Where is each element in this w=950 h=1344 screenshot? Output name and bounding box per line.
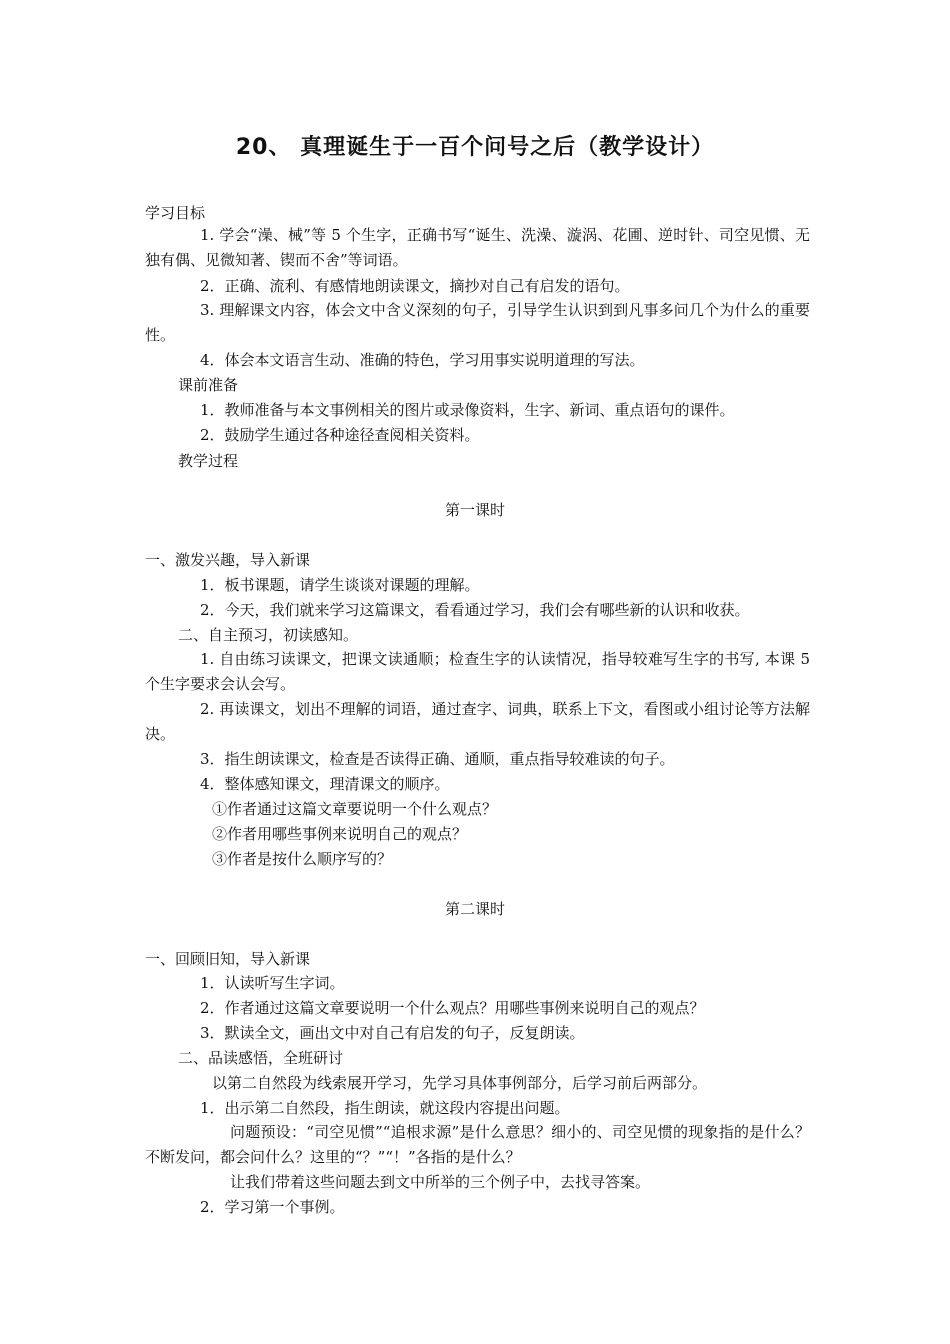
lesson-2-section-2-item-2: 2．学习第一个事例。 xyxy=(200,1198,345,1216)
lesson-2-section-1-item-1: 1．认读听写生字词。 xyxy=(200,974,345,992)
lesson-2-section-2-intro: 以第二自然段为线索展开学习，先学习具体事例部分，后学习前后两部分。 xyxy=(212,1074,708,1092)
lesson-2-section-1-item-3: 3．默读全文，画出文中对自己有启发的句子，反复朗读。 xyxy=(200,1024,585,1042)
goal-item-4: 4．体会本文语言生动、准确的特色，学习用事实说明道理的写法。 xyxy=(200,351,645,369)
lesson-1-section-2-heading: 二、自主预习，初读感知。 xyxy=(178,626,359,644)
lesson-1-section-2-item-4: 4．整体感知课文，理清课文的顺序。 xyxy=(200,775,450,793)
question-2: ②作者用哪些事例来说明自己的观点？ xyxy=(212,825,468,843)
lesson-1-section-1-item-2: 2．今天，我们就来学习这篇课文，看看通过学习，我们会有哪些新的认识和收获。 xyxy=(200,601,750,619)
lesson-2-section-2-item-1: 1．出示第二自然段，指生朗读，就这段内容提出问题。 xyxy=(200,1099,570,1117)
lesson-2-section-2-heading: 二、品读感悟，全班研讨 xyxy=(178,1049,344,1067)
prep-item-2: 2．鼓励学生通过各种途径查阅相关资料。 xyxy=(200,426,480,444)
lesson-1-section-1-item-1: 1．板书课题，请学生谈谈对课题的理解。 xyxy=(200,576,480,594)
lesson-2-section-1-item-2: 2．作者通过这篇文章要说明一个什么观点？用哪些事例来说明自己的观点？ xyxy=(200,999,705,1017)
prep-heading: 课前准备 xyxy=(178,376,239,394)
question-1: ①作者通过这篇文章要说明一个什么观点？ xyxy=(212,800,498,818)
goal-item-1: 1. 学会“澡、械”等 5 个生字，正确书写“诞生、洗澡、漩涡、花圃、逆时针、司空见惯、无独有偶、见微知著、锲而不舍”等词语。 xyxy=(145,226,810,269)
document-title: 20、 真理诞生于一百个问号之后（教学设计） xyxy=(235,135,715,160)
lesson-1-section-2-item-2: 2. 再读课文，划出不理解的词语，通过查字、词典，联系上下文，看图或小组讨论等方法解决。 xyxy=(145,700,810,743)
question-3: ③作者是按什么顺序写的？ xyxy=(212,850,393,868)
goal-item-2: 2．正确、流利、有感情地朗读课文，摘抄对自己有启发的语句。 xyxy=(200,277,630,295)
prep-item-1: 1．教师准备与本文事例相关的图片或录像资料，生字、新词、重点语句的课件。 xyxy=(200,401,735,419)
lesson-1-section-1-heading: 一、激发兴趣，导入新课 xyxy=(145,551,311,569)
process-heading: 教学过程 xyxy=(178,452,239,470)
goal-item-3: 3. 理解课文内容，体会文中含义深刻的句子，引导学生认识到到凡事多问几个为什么的重要性。 xyxy=(145,301,810,344)
lesson-1-section-2-item-3: 3．指生朗读课文，检查是否读得正确、通顺，重点指导较难读的句子。 xyxy=(200,750,675,768)
goals-heading: 学习目标 xyxy=(145,204,206,222)
lesson-2-section-1-heading: 一、回顾旧知，导入新课 xyxy=(145,950,311,968)
lesson-1-section-2-item-1: 1. 自由练习读课文，把课文读通顺；检查生字的认读情况，指导较难写生字的书写, 本课 5 个生字要求会认会写。 xyxy=(145,650,810,693)
lesson-1-heading: 第一课时 xyxy=(444,501,505,519)
lead-sentence: 让我们带着这些问题去到文中所举的三个例子中，去找寻答案。 xyxy=(230,1173,651,1191)
question-preset: 问题预设：“司空见惯”“追根求源”是什么意思？细小的、司空见惯的现象指的是什么？不断发问，都会问什么？这里的“？”“！”各指的是什么？ xyxy=(145,1123,810,1166)
lesson-2-heading: 第二课时 xyxy=(444,900,505,918)
